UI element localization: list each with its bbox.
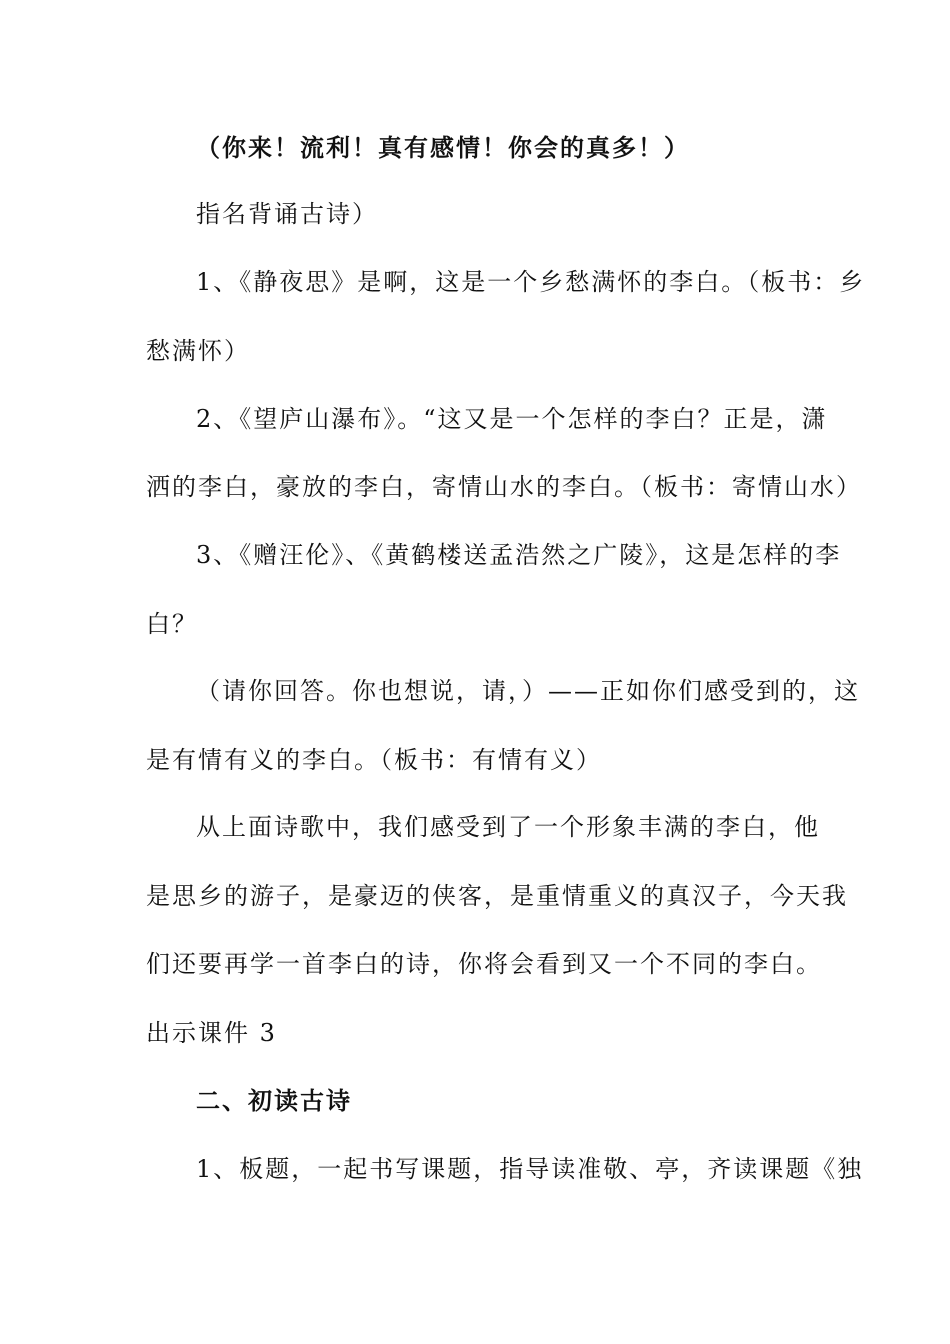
- paragraph-title-instruction: 1、板题，一起书写课题，指导读准敬、亭，齐读课题《独: [196, 1155, 864, 1183]
- paragraph-item-2-line-2: 洒的李白，豪放的李白，寄情山水的李白。（板书：寄情山水）: [146, 473, 862, 501]
- paragraph-recite-instruction: 指名背诵古诗）: [196, 200, 378, 228]
- paragraph-item-1-line-1: 1、《静夜思》是啊，这是一个乡愁满怀的李白。（板书：乡: [196, 268, 866, 296]
- paragraph-item-1-line-2: 愁满怀）: [146, 337, 250, 365]
- paragraph-answer-line-2: 是有情有义的李白。（板书：有情有义）: [146, 746, 602, 774]
- paragraph-summary-line-1: 从上面诗歌中，我们感受到了一个形象丰满的李白，他: [196, 813, 820, 841]
- paragraph-show-courseware: 出示课件 3: [146, 1019, 277, 1047]
- paragraph-summary-line-2: 是思乡的游子，是豪迈的侠客，是重情重义的真汉子，今天我: [146, 882, 848, 910]
- paragraph-summary-line-3: 们还要再学一首李白的诗，你将会看到又一个不同的李白。: [146, 950, 822, 978]
- section-heading-first-reading: 二、初读古诗: [196, 1086, 352, 1115]
- paragraph-praise-line: （你来！流利！真有感情！你会的真多！）: [196, 133, 690, 162]
- paragraph-item-2-line-1: 2、《望庐山瀑布》。“这又是一个怎样的李白？正是，潇: [196, 405, 828, 433]
- paragraph-item-3-line-1: 3、《赠汪伦》、《黄鹤楼送孟浩然之广陵》，这是怎样的李: [196, 541, 842, 569]
- paragraph-item-3-line-2: 白？: [146, 610, 198, 638]
- paragraph-answer-line-1: （请你回答。你也想说，请，）——正如你们感受到的，这: [196, 677, 860, 705]
